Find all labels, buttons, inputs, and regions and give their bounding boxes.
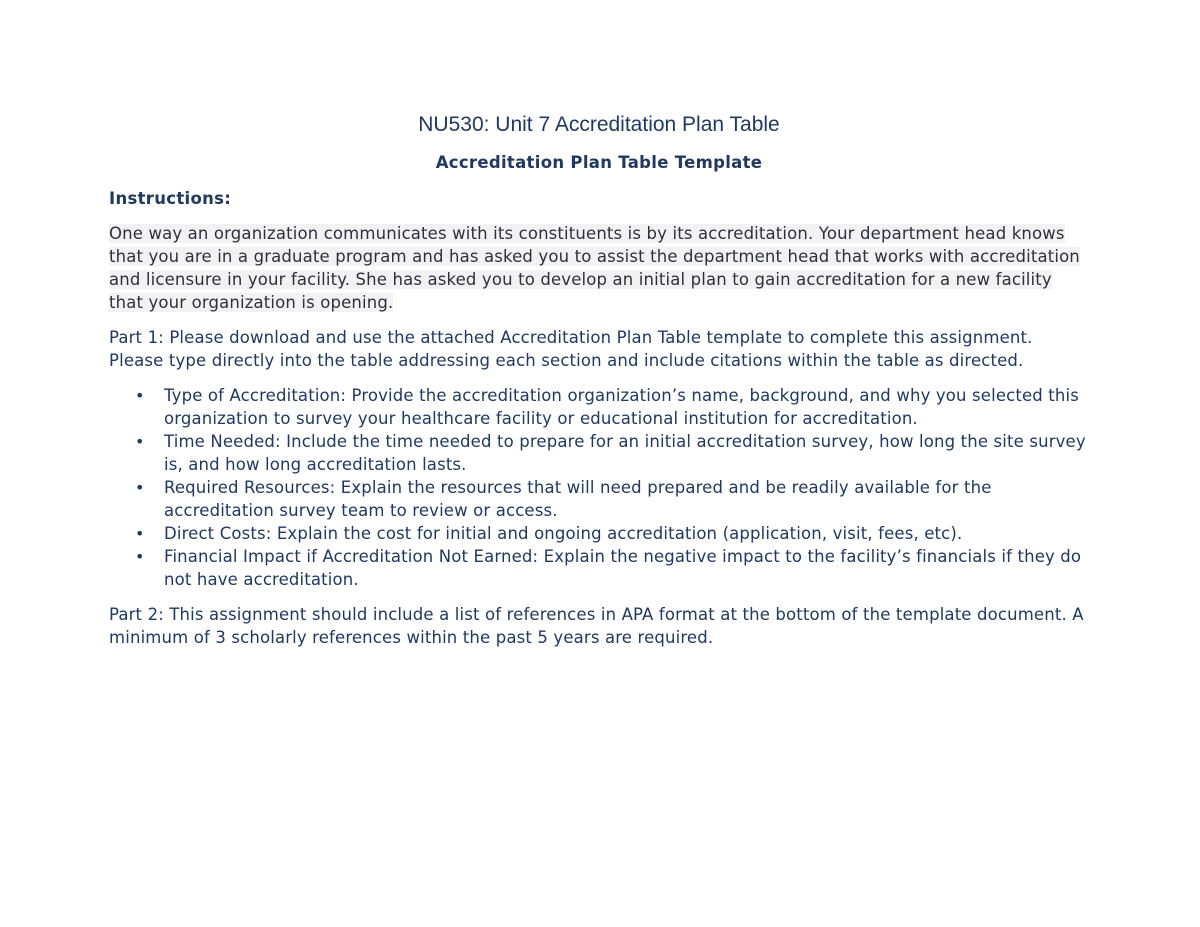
list-item <box>109 545 1089 591</box>
bullet-icon: • <box>135 547 145 566</box>
list-item-text: Financial Impact if Accreditation Not Earned: Explain the negative impact to the facility’s financials if they do not have accreditation. <box>164 547 1082 589</box>
instructions-heading: Instructions: <box>109 189 232 208</box>
bullet-icon: • <box>135 478 145 497</box>
list-item-text: Direct Costs: Explain the cost for initial and ongoing accreditation (application, visit, fees, etc). <box>164 524 963 543</box>
intro-paragraph-text: One way an organization communicates with its constituents is by its accreditation. Your department head knows that you are in a graduate program and has asked you to assist the department head that works with accreditation and licensure in your facility. She has asked you to develop an initial plan to gain accreditation for a new facility that your organization is opening. <box>109 224 1080 312</box>
bullet-icon: • <box>135 524 145 543</box>
document-title: NU530: Unit 7 Accreditation Plan Table <box>418 113 780 136</box>
document-body <box>109 112 1089 661</box>
list-item-text: Required Resources: Explain the resources that will need prepared and be readily available for the accreditation survey team to review or access. <box>164 478 992 520</box>
requirements-list <box>109 384 1089 591</box>
part1-paragraph: Part 1: Please download and use the attached Accreditation Plan Table template to complete this assignment. Please type directly into the table addressing each section and include citations within the table as directed. <box>109 328 1033 370</box>
list-item-text: Time Needed: Include the time needed to prepare for an initial accreditation survey, how long the site survey is, and how long accreditation lasts. <box>164 432 1086 474</box>
list-item-text: Type of Accreditation: Provide the accreditation organization’s name, background, and why you selected this organization to survey your healthcare facility or educational institution for accreditation. <box>164 386 1079 428</box>
document-subtitle: Accreditation Plan Table Template <box>435 153 763 172</box>
bullet-icon: • <box>135 432 145 451</box>
part2-paragraph: Part 2: This assignment should include a list of references in APA format at the bottom of the template document. A minimum of 3 scholarly references within the past 5 years are required. <box>109 605 1084 647</box>
list-item <box>109 430 1089 476</box>
intro-paragraph <box>109 222 1089 314</box>
list-item <box>109 476 1089 522</box>
bullet-icon: • <box>135 386 145 405</box>
list-item <box>109 522 1089 545</box>
list-item <box>109 384 1089 430</box>
